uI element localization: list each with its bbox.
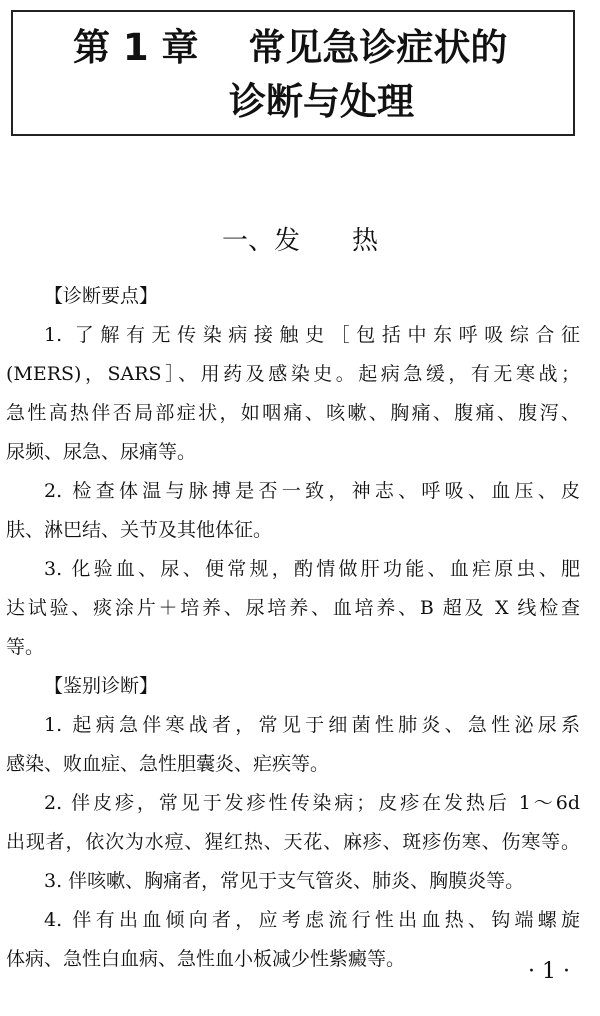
paragraph-line: 急性高热伴否局部症状，如咽痛、咳嗽、胸痛、腹痛、腹泻、 — [6, 402, 580, 424]
paragraph-line: 3. 化验血、尿、便常规，酌情做肝功能、血疟原虫、肥 — [44, 558, 580, 580]
paragraph-line: 感染、败血症、急性胆囊炎、疟疾等。 — [6, 753, 330, 775]
subheading-differential-diagnosis: 【鉴别诊断】 — [44, 675, 159, 697]
subheading-diagnosis-points: 【诊断要点】 — [44, 285, 159, 307]
page-body — [6, 277, 580, 979]
paragraph-line: 2. 检查体温与脉搏是否一致，神志、呼吸、血压、皮 — [44, 480, 580, 502]
chapter-title-line-2: 诊断与处理 — [229, 80, 414, 123]
paragraph-line: 出现者，依次为水痘、猩红热、天花、麻疹、斑疹伤寒、伤寒等。 — [6, 831, 580, 853]
paragraph-line: 3. 伴咳嗽、胸痛者，常见于支气管炎、肺炎、胸膜炎等。 — [44, 870, 525, 892]
chapter-title-box — [11, 10, 575, 136]
paragraph-line: 尿频、尿急、尿痛等。 — [6, 441, 197, 463]
page-number: · 1 · — [528, 959, 570, 984]
paragraph-line: 等。 — [6, 636, 45, 658]
paragraph-line: 肤、淋巴结、关节及其他体征。 — [6, 519, 273, 541]
section-title: 一、发 热 — [221, 226, 378, 256]
paragraph-line: (MERS)，SARS］、用药及感染史。起病急缓，有无寒战； — [6, 363, 580, 385]
paragraph-line: 1. 起病急伴寒战者，常见于细菌性肺炎、急性泌尿系 — [44, 714, 580, 736]
paragraph-line: 达试验、痰涂片＋培养、尿培养、血培养、B 超及 X 线检查 — [6, 597, 580, 619]
paragraph-line: 4. 伴有出血倾向者，应考虑流行性出血热、钩端螺旋 — [44, 909, 580, 931]
paragraph-line: 1. 了解有无传染病接触史［包括中东呼吸综合征 — [44, 324, 580, 346]
chapter-title-line-1: 第 1 章 常见急诊症状的 — [73, 26, 508, 69]
paragraph-line: 2. 伴皮疹，常见于发疹性传染病；皮疹在发热后 1～6d — [44, 792, 580, 814]
paragraph-line: 体病、急性白血病、急性血小板减少性紫癜等。 — [6, 948, 406, 970]
